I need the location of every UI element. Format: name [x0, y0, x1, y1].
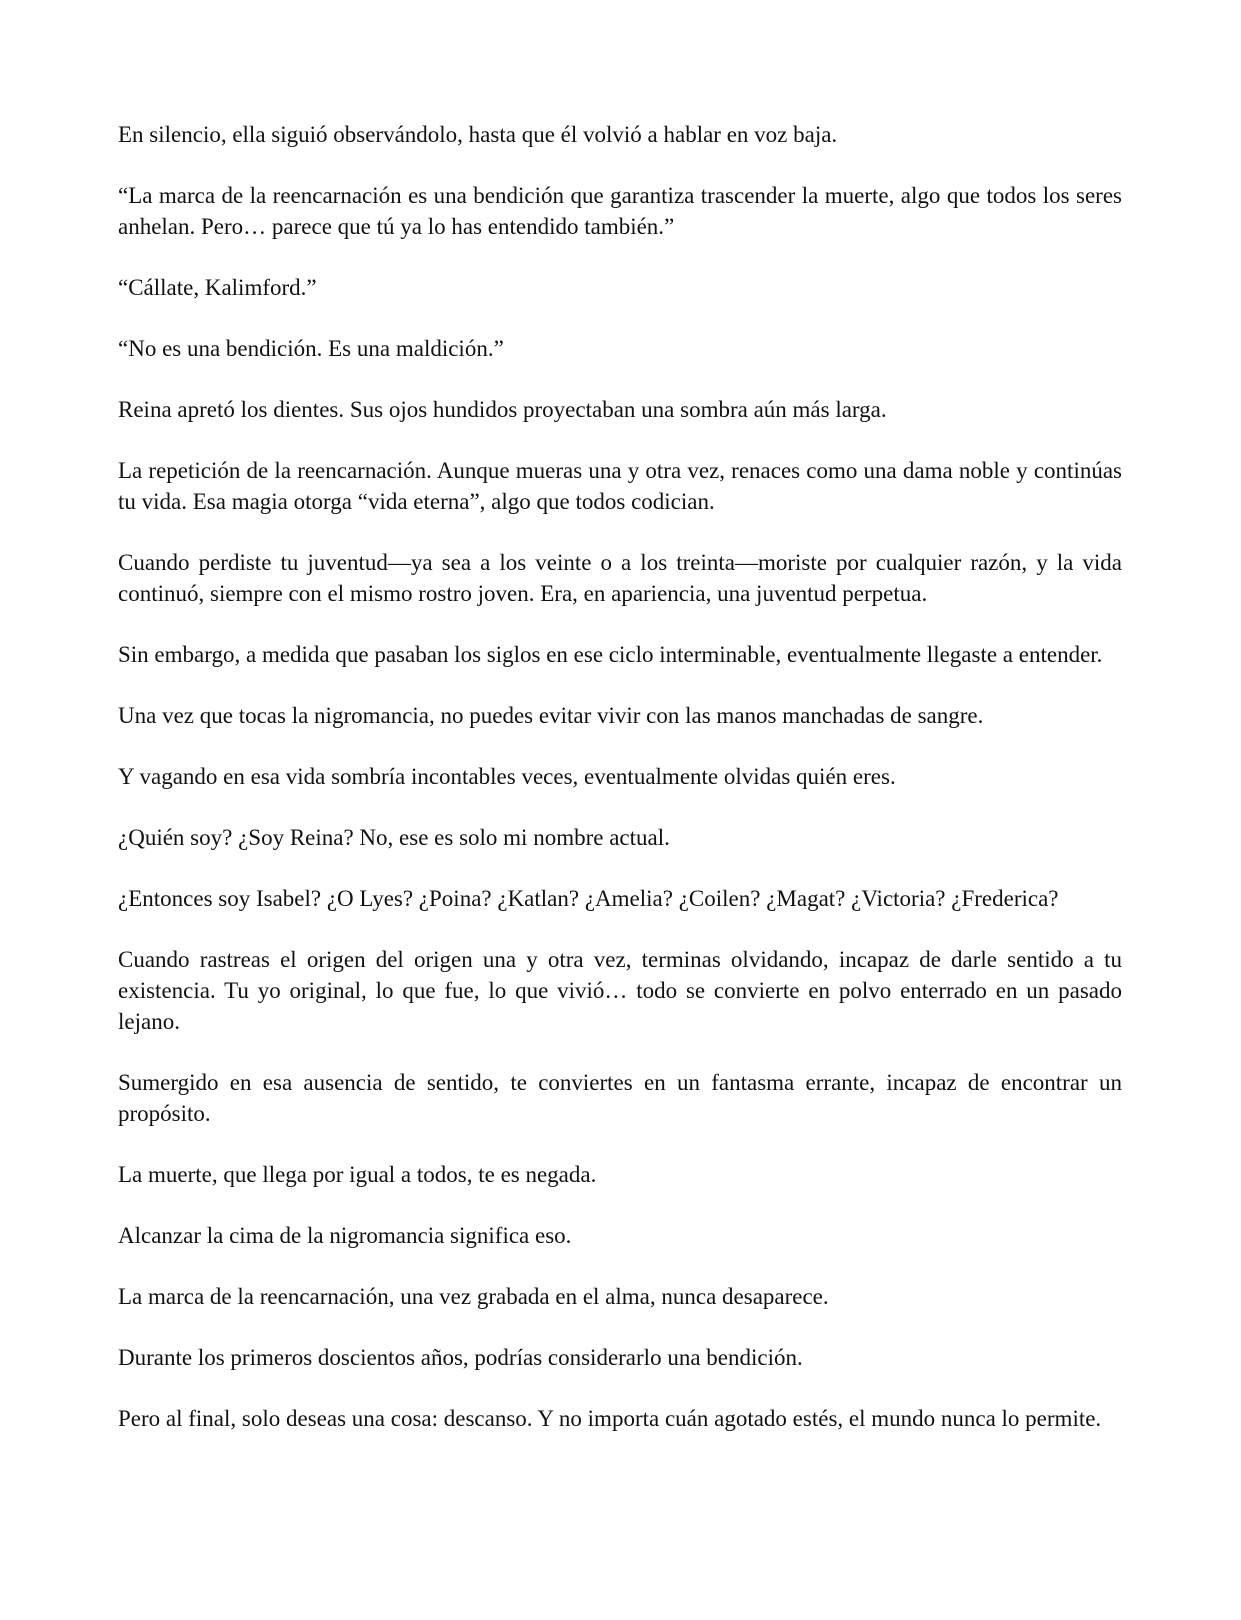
paragraph-8: Sin embargo, a medida que pasaban los siglos en ese ciclo interminable, eventualmente llegaste a entender. — [118, 642, 1103, 667]
paragraph-15: La muerte, que llega por igual a todos, te es negada. — [118, 1162, 597, 1187]
paragraph-9: Una vez que tocas la nigromancia, no puedes evitar vivir con las manos manchadas de sangre. — [118, 703, 984, 728]
paragraph-5: Reina apretó los dientes. Sus ojos hundidos proyectaban una sombra aún más larga. — [118, 397, 887, 422]
paragraph-14: Sumergido en esa ausencia de sentido, te conviertes en un fantasma errante, incapaz de encontrar un propósito. — [118, 1070, 1122, 1126]
paragraph-13: Cuando rastreas el origen del origen una y otra vez, terminas olvidando, incapaz de darle sentido a tu existencia. Tu yo original, lo que fue, lo que vivió… todo se convierte en polvo enterrado en un pasado lejano. — [118, 947, 1122, 1034]
paragraph-6: La repetición de la reencarnación. Aunque mueras una y otra vez, renaces como una dama noble y continúas tu vida. Esa magia otorga “vida eterna”, algo que todos codician. — [118, 458, 1122, 514]
paragraph-2: “La marca de la reencarnación es una bendición que garantiza trascender la muerte, algo que todos los seres anhelan. Pero… parece que tú ya lo has entendido también.” — [118, 183, 1122, 239]
paragraph-16: Alcanzar la cima de la nigromancia significa eso. — [118, 1223, 572, 1248]
paragraph-7: Cuando perdiste tu juventud—ya sea a los veinte o a los treinta—moriste por cualquier razón, y la vida continuó, siempre con el mismo rostro joven. Era, en apariencia, una juventud perpetua. — [118, 550, 1122, 606]
paragraph-11: ¿Quién soy? ¿Soy Reina? No, ese es solo mi nombre actual. — [118, 825, 670, 850]
paragraph-17: La marca de la reencarnación, una vez grabada en el alma, nunca desaparece. — [118, 1284, 829, 1309]
paragraph-19: Pero al final, solo deseas una cosa: descanso. Y no importa cuán agotado estés, el mundo nunca lo permite. — [118, 1406, 1102, 1431]
paragraph-10: Y vagando en esa vida sombría incontables veces, eventualmente olvidas quién eres. — [118, 764, 896, 789]
body-text — [118, 119, 1122, 1464]
paragraph-1: En silencio, ella siguió observándolo, hasta que él volvió a hablar en voz baja. — [118, 122, 838, 147]
paragraph-3: “Cállate, Kalimford.” — [118, 275, 317, 300]
paragraph-18: Durante los primeros doscientos años, podrías considerarlo una bendición. — [118, 1345, 803, 1370]
paragraph-12: ¿Entonces soy Isabel? ¿O Lyes? ¿Poina? ¿Katlan? ¿Amelia? ¿Coilen? ¿Magat? ¿Victoria? ¿Frederica? — [118, 886, 1059, 911]
paragraph-4: “No es una bendición. Es una maldición.” — [118, 336, 504, 361]
